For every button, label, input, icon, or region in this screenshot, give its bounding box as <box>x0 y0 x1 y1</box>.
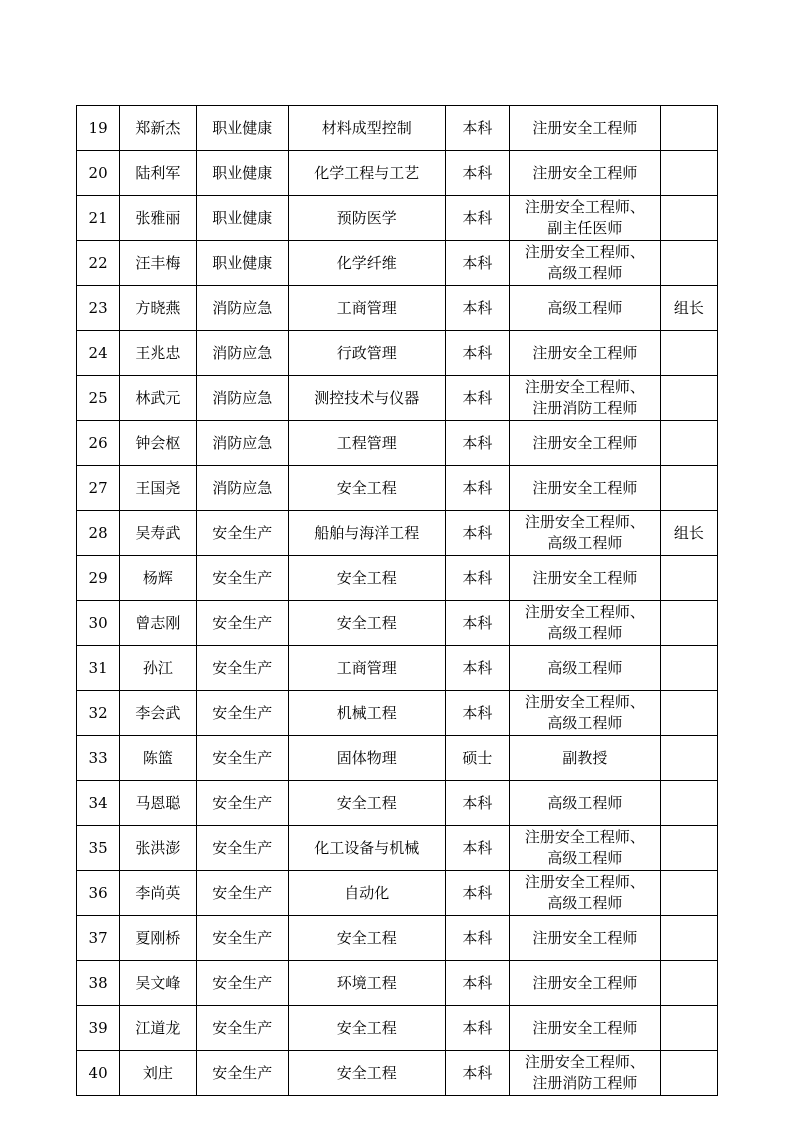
field-cell: 职业健康 <box>196 196 288 241</box>
field-cell: 安全生产 <box>196 1051 288 1096</box>
field-cell: 安全生产 <box>196 691 288 736</box>
table-row <box>77 196 718 241</box>
field-cell: 安全生产 <box>196 556 288 601</box>
table-row <box>77 1051 718 1096</box>
name-cell: 刘庄 <box>120 1051 196 1096</box>
education-cell: 本科 <box>445 646 509 691</box>
title-line: 注册安全工程师、 <box>524 513 645 531</box>
name-cell: 曾志刚 <box>120 601 196 646</box>
role-cell <box>660 916 717 961</box>
major-cell: 行政管理 <box>288 331 445 376</box>
education-cell: 本科 <box>445 871 509 916</box>
table-row <box>77 556 718 601</box>
row-number-cell: 39 <box>77 1006 120 1051</box>
row-number-cell: 26 <box>77 421 120 466</box>
row-number-cell: 33 <box>77 736 120 781</box>
name-cell: 钟会枢 <box>120 421 196 466</box>
title-cell <box>509 961 660 1006</box>
title-cell <box>509 466 660 511</box>
row-number-cell: 31 <box>77 646 120 691</box>
row-number-cell: 25 <box>77 376 120 421</box>
role-cell <box>660 421 717 466</box>
role-cell <box>660 646 717 691</box>
title-line: 注册安全工程师、 <box>524 828 645 846</box>
role-cell <box>660 736 717 781</box>
name-cell: 郑新杰 <box>120 106 196 151</box>
name-cell: 吴寿武 <box>120 511 196 556</box>
row-number-cell: 40 <box>77 1051 120 1096</box>
role-cell <box>660 1051 717 1096</box>
expert-roster-table <box>76 105 718 1096</box>
title-line: 高级工程师 <box>547 714 623 732</box>
education-cell: 本科 <box>445 376 509 421</box>
education-cell: 本科 <box>445 511 509 556</box>
role-cell <box>660 601 717 646</box>
title-line: 注册消防工程师 <box>532 1074 638 1092</box>
major-cell: 化工设备与机械 <box>288 826 445 871</box>
education-cell: 本科 <box>445 691 509 736</box>
role-cell <box>660 466 717 511</box>
major-cell: 工商管理 <box>288 646 445 691</box>
major-cell: 安全工程 <box>288 1006 445 1051</box>
field-cell: 安全生产 <box>196 646 288 691</box>
field-cell: 职业健康 <box>196 241 288 286</box>
education-cell: 本科 <box>445 196 509 241</box>
table-row <box>77 691 718 736</box>
title-cell <box>509 331 660 376</box>
row-number-cell: 34 <box>77 781 120 826</box>
title-line: 高级工程师 <box>547 894 623 912</box>
name-cell: 夏刚桥 <box>120 916 196 961</box>
table-row <box>77 331 718 376</box>
row-number-cell: 22 <box>77 241 120 286</box>
title-line: 高级工程师 <box>547 298 623 317</box>
title-line: 高级工程师 <box>547 849 623 867</box>
row-number-cell: 19 <box>77 106 120 151</box>
title-line: 注册安全工程师、 <box>524 198 645 216</box>
education-cell: 本科 <box>445 781 509 826</box>
row-number-cell: 30 <box>77 601 120 646</box>
expert-table-page <box>76 105 718 1096</box>
title-line: 注册安全工程师、 <box>524 603 645 621</box>
table-row <box>77 961 718 1006</box>
name-cell: 李尚英 <box>120 871 196 916</box>
name-cell: 李会武 <box>120 691 196 736</box>
row-number-cell: 20 <box>77 151 120 196</box>
education-cell: 本科 <box>445 1051 509 1096</box>
name-cell: 方晓燕 <box>120 286 196 331</box>
table-body <box>77 106 718 1096</box>
role-cell <box>660 961 717 1006</box>
name-cell: 马恩聪 <box>120 781 196 826</box>
row-number-cell: 36 <box>77 871 120 916</box>
title-line: 注册安全工程师 <box>532 163 638 182</box>
table-row <box>77 286 718 331</box>
education-cell: 本科 <box>445 601 509 646</box>
title-line: 副主任医师 <box>547 219 623 237</box>
title-line: 注册安全工程师 <box>532 1018 638 1037</box>
name-cell: 王国尧 <box>120 466 196 511</box>
role-cell <box>660 106 717 151</box>
role-cell <box>660 241 717 286</box>
major-cell: 安全工程 <box>288 556 445 601</box>
name-cell: 杨辉 <box>120 556 196 601</box>
major-cell: 安全工程 <box>288 601 445 646</box>
name-cell: 吴文峰 <box>120 961 196 1006</box>
title-cell <box>509 781 660 826</box>
education-cell: 本科 <box>445 556 509 601</box>
role-cell <box>660 331 717 376</box>
name-cell: 陈篮 <box>120 736 196 781</box>
title-line: 注册安全工程师 <box>532 928 638 947</box>
title-line: 注册安全工程师 <box>532 343 638 362</box>
title-cell <box>509 196 660 241</box>
education-cell: 本科 <box>445 106 509 151</box>
name-cell: 汪丰梅 <box>120 241 196 286</box>
role-cell <box>660 826 717 871</box>
major-cell: 化学纤维 <box>288 241 445 286</box>
major-cell: 安全工程 <box>288 466 445 511</box>
title-line: 注册安全工程师 <box>532 568 638 587</box>
title-line: 注册安全工程师 <box>532 433 638 452</box>
row-number-cell: 24 <box>77 331 120 376</box>
field-cell: 安全生产 <box>196 781 288 826</box>
title-cell <box>509 511 660 556</box>
education-cell: 本科 <box>445 286 509 331</box>
title-cell <box>509 916 660 961</box>
major-cell: 材料成型控制 <box>288 106 445 151</box>
title-line: 注册安全工程师 <box>532 118 638 137</box>
table-row <box>77 511 718 556</box>
row-number-cell: 29 <box>77 556 120 601</box>
title-line: 高级工程师 <box>547 658 623 677</box>
title-cell <box>509 1051 660 1096</box>
title-line: 注册安全工程师 <box>532 973 638 992</box>
major-cell: 固体物理 <box>288 736 445 781</box>
major-cell: 机械工程 <box>288 691 445 736</box>
title-cell <box>509 151 660 196</box>
education-cell: 本科 <box>445 331 509 376</box>
major-cell: 测控技术与仪器 <box>288 376 445 421</box>
field-cell: 消防应急 <box>196 376 288 421</box>
title-line: 注册安全工程师、 <box>524 378 645 396</box>
education-cell: 本科 <box>445 421 509 466</box>
education-cell: 本科 <box>445 1006 509 1051</box>
major-cell: 工程管理 <box>288 421 445 466</box>
title-cell <box>509 241 660 286</box>
education-cell: 本科 <box>445 241 509 286</box>
title-cell <box>509 1006 660 1051</box>
field-cell: 消防应急 <box>196 421 288 466</box>
field-cell: 职业健康 <box>196 151 288 196</box>
title-cell <box>509 871 660 916</box>
title-line: 高级工程师 <box>547 624 623 642</box>
role-cell <box>660 556 717 601</box>
table-row <box>77 1006 718 1051</box>
title-cell <box>509 736 660 781</box>
row-number-cell: 35 <box>77 826 120 871</box>
table-row <box>77 241 718 286</box>
name-cell: 林武元 <box>120 376 196 421</box>
name-cell: 孙江 <box>120 646 196 691</box>
education-cell: 本科 <box>445 466 509 511</box>
field-cell: 安全生产 <box>196 736 288 781</box>
title-cell <box>509 421 660 466</box>
row-number-cell: 37 <box>77 916 120 961</box>
title-line: 高级工程师 <box>547 534 623 552</box>
title-line: 注册安全工程师、 <box>524 1053 645 1071</box>
major-cell: 环境工程 <box>288 961 445 1006</box>
table-row <box>77 421 718 466</box>
major-cell: 安全工程 <box>288 781 445 826</box>
row-number-cell: 21 <box>77 196 120 241</box>
name-cell: 张洪澎 <box>120 826 196 871</box>
title-cell <box>509 646 660 691</box>
table-row <box>77 871 718 916</box>
title-line: 注册安全工程师、 <box>524 873 645 891</box>
table-row <box>77 151 718 196</box>
major-cell: 自动化 <box>288 871 445 916</box>
title-cell <box>509 691 660 736</box>
field-cell: 安全生产 <box>196 601 288 646</box>
major-cell: 安全工程 <box>288 916 445 961</box>
field-cell: 消防应急 <box>196 286 288 331</box>
field-cell: 安全生产 <box>196 916 288 961</box>
row-number-cell: 23 <box>77 286 120 331</box>
major-cell: 船舶与海洋工程 <box>288 511 445 556</box>
major-cell: 工商管理 <box>288 286 445 331</box>
title-line: 高级工程师 <box>547 793 623 812</box>
title-cell <box>509 286 660 331</box>
title-cell <box>509 601 660 646</box>
field-cell: 安全生产 <box>196 961 288 1006</box>
education-cell: 硕士 <box>445 736 509 781</box>
table-row <box>77 646 718 691</box>
title-line: 注册安全工程师 <box>532 478 638 497</box>
role-cell <box>660 1006 717 1051</box>
table-row <box>77 601 718 646</box>
role-cell <box>660 871 717 916</box>
table-row <box>77 376 718 421</box>
name-cell: 张雅丽 <box>120 196 196 241</box>
title-cell <box>509 556 660 601</box>
name-cell: 江道龙 <box>120 1006 196 1051</box>
field-cell: 安全生产 <box>196 826 288 871</box>
education-cell: 本科 <box>445 916 509 961</box>
row-number-cell: 27 <box>77 466 120 511</box>
major-cell: 安全工程 <box>288 1051 445 1096</box>
title-cell <box>509 826 660 871</box>
table-row <box>77 826 718 871</box>
field-cell: 安全生产 <box>196 871 288 916</box>
name-cell: 王兆忠 <box>120 331 196 376</box>
field-cell: 安全生产 <box>196 1006 288 1051</box>
education-cell: 本科 <box>445 826 509 871</box>
row-number-cell: 28 <box>77 511 120 556</box>
row-number-cell: 32 <box>77 691 120 736</box>
table-row <box>77 466 718 511</box>
title-line: 注册消防工程师 <box>532 399 638 417</box>
name-cell: 陆利军 <box>120 151 196 196</box>
education-cell: 本科 <box>445 961 509 1006</box>
title-line: 注册安全工程师、 <box>524 693 645 711</box>
title-line: 副教授 <box>562 748 608 767</box>
role-cell <box>660 376 717 421</box>
title-line: 高级工程师 <box>547 264 623 282</box>
major-cell: 化学工程与工艺 <box>288 151 445 196</box>
field-cell: 安全生产 <box>196 511 288 556</box>
role-cell <box>660 781 717 826</box>
education-cell: 本科 <box>445 151 509 196</box>
table-row <box>77 736 718 781</box>
field-cell: 职业健康 <box>196 106 288 151</box>
role-cell <box>660 151 717 196</box>
table-row <box>77 781 718 826</box>
major-cell: 预防医学 <box>288 196 445 241</box>
field-cell: 消防应急 <box>196 466 288 511</box>
role-cell: 组长 <box>660 286 717 331</box>
title-line: 注册安全工程师、 <box>524 243 645 261</box>
title-cell <box>509 106 660 151</box>
table-row <box>77 916 718 961</box>
field-cell: 消防应急 <box>196 331 288 376</box>
row-number-cell: 38 <box>77 961 120 1006</box>
table-row <box>77 106 718 151</box>
role-cell: 组长 <box>660 511 717 556</box>
role-cell <box>660 691 717 736</box>
title-cell <box>509 376 660 421</box>
role-cell <box>660 196 717 241</box>
